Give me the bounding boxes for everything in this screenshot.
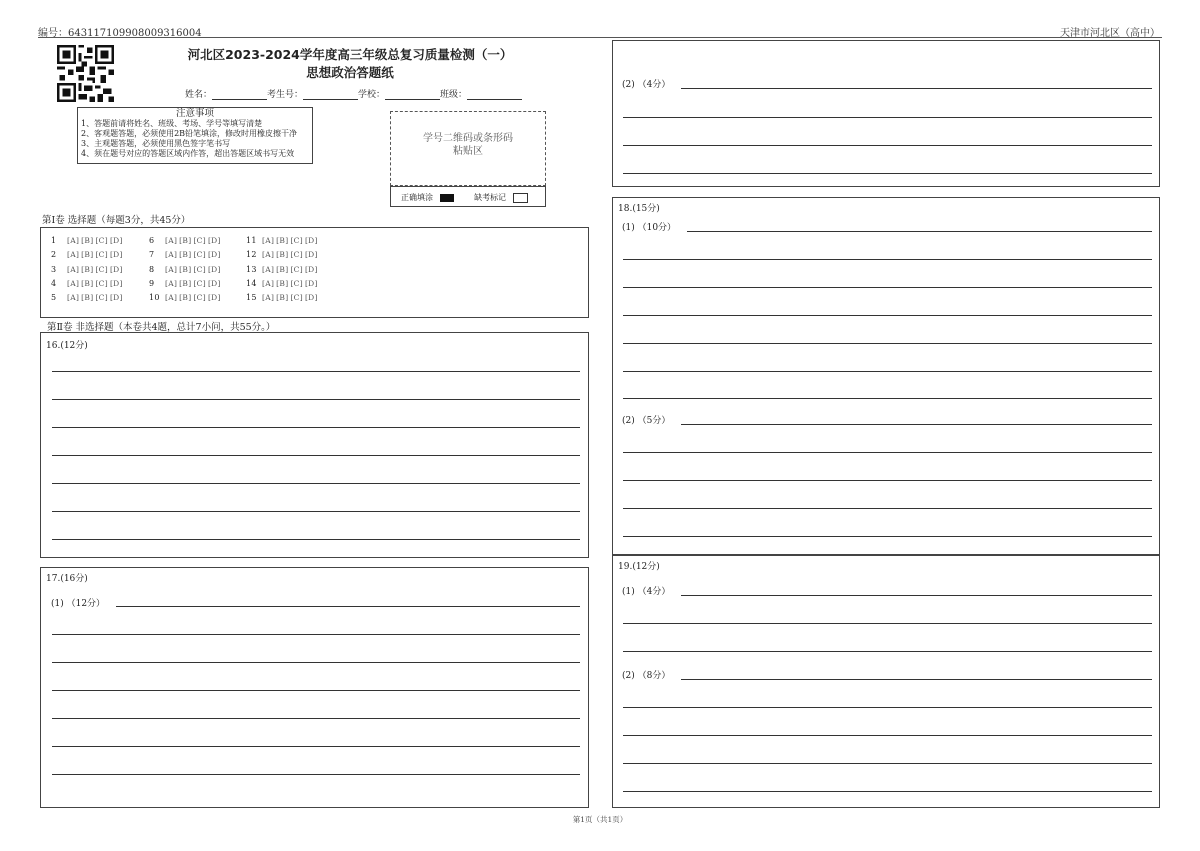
- absent-mark-checkbox[interactable]: [513, 193, 528, 203]
- answer-line[interactable]: [623, 398, 1152, 399]
- mc-option-bubble[interactable]: [D]: [304, 250, 318, 259]
- answer-line[interactable]: [52, 634, 580, 635]
- serial-number: 编号：643117109908009316004: [38, 28, 202, 39]
- barcode-label: 学号二维码或条形码: [423, 133, 513, 144]
- mc-option-bubble[interactable]: [B]: [81, 250, 94, 259]
- mc-option-bubble[interactable]: [B]: [276, 250, 289, 259]
- mc-question: [149, 293, 223, 302]
- answer-line[interactable]: [623, 651, 1152, 652]
- mc-option-bubble[interactable]: [C]: [193, 265, 206, 274]
- mc-option-bubble[interactable]: [B]: [276, 293, 289, 302]
- answer-line[interactable]: [623, 315, 1152, 316]
- mc-option-bubble[interactable]: [A]: [165, 250, 178, 259]
- class-field[interactable]: [467, 90, 522, 100]
- exam-subtitle: 思想政治答题纸: [306, 65, 394, 80]
- fill-legend: [390, 186, 546, 207]
- exam-no-label: 考生号：: [267, 90, 304, 100]
- mc-question: [149, 279, 223, 288]
- mc-question: [246, 236, 320, 245]
- answer-line[interactable]: [52, 399, 580, 400]
- mc-option-bubble[interactable]: [D]: [109, 279, 123, 288]
- mc-question-number: 1: [51, 236, 57, 245]
- answer-line[interactable]: [623, 735, 1152, 736]
- q19-label: 19.(12分): [618, 562, 660, 572]
- mc-option-bubble[interactable]: [B]: [276, 279, 289, 288]
- mc-question: [149, 236, 223, 245]
- mc-option-bubble[interactable]: [B]: [276, 236, 289, 245]
- mc-option-bubble[interactable]: [A]: [262, 279, 275, 288]
- mc-option-bubble[interactable]: [A]: [262, 236, 275, 245]
- notice-box: [77, 107, 313, 164]
- mc-question: [51, 279, 125, 288]
- mc-option-bubble[interactable]: [B]: [276, 265, 289, 274]
- school-label: 学校：: [358, 90, 386, 100]
- q17-sub1-label: (1) （12分）: [51, 599, 106, 609]
- mc-option-bubble[interactable]: [C]: [290, 236, 303, 245]
- mc-option-bubble[interactable]: [D]: [207, 279, 221, 288]
- q17-sub2-label: (2) （4分）: [622, 80, 671, 90]
- exam-no-field[interactable]: [303, 90, 358, 100]
- answer-line[interactable]: [52, 746, 580, 747]
- mc-question-number: 7: [149, 250, 155, 259]
- q18-sub1-label: (1) （10分）: [622, 223, 677, 233]
- mc-option-bubble[interactable]: [C]: [95, 265, 108, 274]
- mc-question-number: 2: [51, 250, 57, 259]
- mc-question-number: 5: [51, 293, 57, 302]
- mc-option-bubble[interactable]: [D]: [304, 293, 318, 302]
- answer-line[interactable]: [623, 707, 1152, 708]
- mc-option-bubble[interactable]: [C]: [193, 250, 206, 259]
- mc-question-number: 4: [51, 279, 57, 288]
- mc-option-bubble[interactable]: [D]: [304, 236, 318, 245]
- q18-label: 18.(15分): [618, 204, 660, 214]
- answer-line[interactable]: [52, 455, 580, 456]
- mc-option-bubble[interactable]: [B]: [179, 265, 192, 274]
- mc-option-bubble[interactable]: [C]: [193, 279, 206, 288]
- answer-line[interactable]: [52, 718, 580, 719]
- answer-line[interactable]: [681, 679, 1152, 680]
- answer-line[interactable]: [52, 371, 580, 372]
- answer-line[interactable]: [687, 231, 1152, 232]
- header-divider: [38, 37, 1162, 38]
- qr-code-icon: [57, 45, 114, 102]
- answer-line[interactable]: [623, 259, 1152, 260]
- q17-label: 17.(16分): [46, 574, 88, 584]
- mc-option-bubble[interactable]: [B]: [179, 250, 192, 259]
- mc-option-bubble[interactable]: [B]: [179, 293, 192, 302]
- barcode-paste-area: [390, 111, 546, 186]
- mc-question: [246, 265, 320, 274]
- mc-question-number: 3: [51, 265, 57, 274]
- answer-line[interactable]: [623, 371, 1152, 372]
- filled-legend-label: 正确填涂: [401, 193, 433, 202]
- mc-option-bubble[interactable]: [B]: [179, 279, 192, 288]
- q18-answer-box[interactable]: [612, 197, 1160, 555]
- mc-option-bubble[interactable]: [D]: [207, 293, 221, 302]
- class-label: 班级：: [440, 90, 468, 100]
- mc-option-bubble[interactable]: [C]: [95, 250, 108, 259]
- mc-question: [246, 279, 320, 288]
- mc-option-bubble[interactable]: [C]: [290, 250, 303, 259]
- answer-line[interactable]: [623, 145, 1152, 146]
- answer-line[interactable]: [623, 763, 1152, 764]
- mc-option-bubble[interactable]: [B]: [81, 293, 94, 302]
- mc-option-bubble[interactable]: [D]: [304, 265, 318, 274]
- mc-option-bubble[interactable]: [C]: [290, 265, 303, 274]
- mc-option-bubble[interactable]: [D]: [109, 293, 123, 302]
- mc-question: [149, 250, 223, 259]
- mc-question-number: 8: [149, 265, 155, 274]
- mc-question: [149, 265, 223, 274]
- q19-sub1-label: (1) （4分）: [622, 587, 671, 597]
- mc-question-number: 9: [149, 279, 155, 288]
- answer-line[interactable]: [52, 774, 580, 775]
- mc-option-bubble[interactable]: [D]: [207, 250, 221, 259]
- mc-option-bubble[interactable]: [A]: [67, 265, 80, 274]
- answer-line[interactable]: [681, 88, 1152, 89]
- mc-option-bubble[interactable]: [B]: [179, 236, 192, 245]
- answer-line[interactable]: [623, 343, 1152, 344]
- answer-line[interactable]: [623, 791, 1152, 792]
- notice-item: 4、须在题号对应的答题区域内作答，超出答题区域书写无效: [81, 149, 295, 158]
- mc-option-bubble[interactable]: [A]: [67, 293, 80, 302]
- mc-option-bubble[interactable]: [A]: [165, 236, 178, 245]
- answer-line[interactable]: [681, 424, 1152, 425]
- mc-question-number: 6: [149, 236, 155, 245]
- mc-question: [51, 250, 125, 259]
- mc-question-number: 13: [246, 265, 257, 274]
- answer-line[interactable]: [52, 427, 580, 428]
- name-label: 姓名：: [185, 90, 213, 100]
- student-info-row: [185, 87, 522, 100]
- mc-option-bubble[interactable]: [D]: [109, 250, 123, 259]
- answer-line[interactable]: [623, 452, 1152, 453]
- answer-line[interactable]: [623, 623, 1152, 624]
- mc-option-bubble[interactable]: [C]: [193, 236, 206, 245]
- mc-question: [246, 250, 320, 259]
- section2-title: 第Ⅱ卷 非选择题（本卷共4题，总计7小问，共55分。）: [47, 322, 276, 333]
- page-footer: 第1页（共1页）: [572, 815, 628, 824]
- mc-option-bubble[interactable]: [C]: [95, 279, 108, 288]
- mc-option-bubble[interactable]: [D]: [207, 236, 221, 245]
- mc-option-bubble[interactable]: [A]: [262, 293, 275, 302]
- school-field[interactable]: [385, 90, 440, 100]
- q17-answer-box[interactable]: [40, 567, 589, 808]
- q19-sub2-label: (2) （8分）: [622, 671, 671, 681]
- mc-option-bubble[interactable]: [A]: [165, 279, 178, 288]
- mc-question: [246, 293, 320, 302]
- q16-answer-box[interactable]: [40, 332, 589, 558]
- mc-option-bubble[interactable]: [C]: [95, 293, 108, 302]
- absent-legend-label: 缺考标记: [474, 193, 507, 202]
- mc-question-number: 10: [149, 293, 160, 302]
- notice-item: 1、答题前请将姓名、班级、考场、学号等填写清楚: [81, 119, 263, 128]
- mc-option-bubble[interactable]: [D]: [109, 265, 123, 274]
- mc-option-bubble[interactable]: [C]: [193, 293, 206, 302]
- filled-mark-icon: [440, 194, 454, 202]
- mc-option-bubble[interactable]: [C]: [95, 236, 108, 245]
- answer-line[interactable]: [623, 536, 1152, 537]
- notice-title: 注意事项: [175, 108, 214, 119]
- answer-line[interactable]: [52, 511, 580, 512]
- mc-option-bubble[interactable]: [B]: [81, 265, 94, 274]
- mc-option-bubble[interactable]: [A]: [262, 250, 275, 259]
- mc-option-bubble[interactable]: [C]: [290, 279, 303, 288]
- mc-option-bubble[interactable]: [D]: [207, 265, 221, 274]
- name-field[interactable]: [212, 90, 267, 100]
- answer-line[interactable]: [623, 117, 1152, 118]
- answer-line[interactable]: [623, 508, 1152, 509]
- mc-question-number: 11: [246, 236, 257, 245]
- q19-answer-box[interactable]: [612, 555, 1160, 808]
- mc-option-bubble[interactable]: [A]: [262, 265, 275, 274]
- mc-option-bubble[interactable]: [A]: [165, 293, 178, 302]
- answer-line[interactable]: [52, 539, 580, 540]
- notice-item: 3、主观题答题，必须使用黑色签字笔书写: [81, 139, 231, 148]
- answer-line[interactable]: [52, 690, 580, 691]
- multiple-choice-box: [40, 227, 589, 318]
- mc-question: [51, 265, 125, 274]
- mc-question: [51, 236, 125, 245]
- mc-option-bubble[interactable]: [B]: [81, 236, 94, 245]
- region-label: 天津市河北区（高中）: [1060, 28, 1160, 39]
- answer-line[interactable]: [623, 480, 1152, 481]
- mc-option-bubble[interactable]: [D]: [304, 279, 318, 288]
- mc-option-bubble[interactable]: [D]: [109, 236, 123, 245]
- barcode-area-label: 粘贴区: [453, 146, 483, 157]
- mc-option-bubble[interactable]: [A]: [67, 279, 80, 288]
- q17-continued-box[interactable]: [612, 40, 1160, 187]
- mc-option-bubble[interactable]: [A]: [67, 236, 80, 245]
- section1-title: 第Ⅰ卷 选择题（每题3分，共45分）: [42, 215, 191, 226]
- answer-line[interactable]: [52, 483, 580, 484]
- exam-title: 河北区2023-2024学年度高三年级总复习质量检测（一）: [187, 47, 513, 62]
- answer-line[interactable]: [623, 173, 1152, 174]
- mc-question: [51, 293, 125, 302]
- mc-option-bubble[interactable]: [A]: [67, 250, 80, 259]
- mc-option-bubble[interactable]: [C]: [290, 293, 303, 302]
- mc-option-bubble[interactable]: [A]: [165, 265, 178, 274]
- notice-item: 2、客观题答题，必须使用2B铅笔填涂，修改时用橡皮擦干净: [81, 129, 298, 138]
- mc-option-bubble[interactable]: [B]: [81, 279, 94, 288]
- answer-line[interactable]: [623, 287, 1152, 288]
- q16-label: 16.(12分): [46, 341, 88, 351]
- answer-line[interactable]: [52, 662, 580, 663]
- mc-question-number: 12: [246, 250, 257, 259]
- answer-line[interactable]: [116, 606, 580, 607]
- answer-line[interactable]: [681, 595, 1152, 596]
- mc-question-number: 14: [246, 279, 257, 288]
- q18-sub2-label: (2) （5分）: [622, 416, 671, 426]
- mc-question-number: 15: [246, 293, 257, 302]
